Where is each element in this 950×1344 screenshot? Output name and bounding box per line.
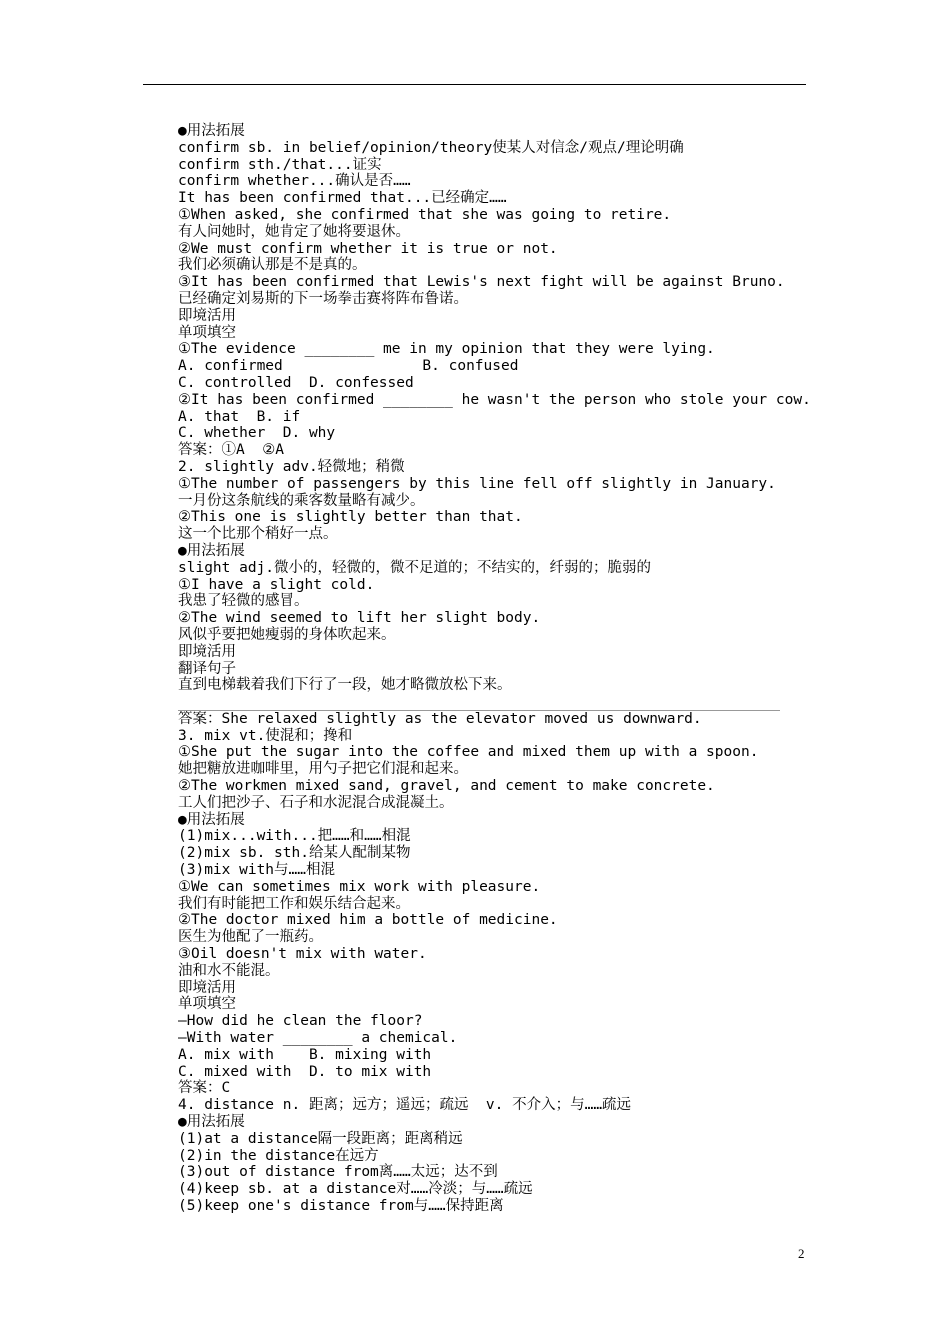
text-line: (4)keep sb. at a distance对……冷淡；与……疏远 <box>178 1181 533 1198</box>
text-line: (3)mix with与……相混 <box>178 862 335 879</box>
text-line: 即境活用 <box>178 979 236 996</box>
text-line: ②This one is slightly better than that. <box>178 509 523 526</box>
document-body <box>178 123 811 1215</box>
text-line: ①She put the sugar into the coffee and mixed them up with a spoon. <box>178 744 759 761</box>
text-line: 我们有时能把工作和娱乐结合起来。 <box>178 895 410 912</box>
text-line: C. mixed with D. to mix with <box>178 1063 432 1080</box>
text-line: A. that B. if <box>178 408 301 425</box>
text-line: ③Oil doesn't mix with water. <box>178 946 427 963</box>
text-line: 答案：C <box>178 1080 231 1097</box>
text-line: ②The workmen mixed sand, gravel, and cement to make concrete. <box>178 778 715 795</box>
text-line: 2. slightly adv.轻微地；稍微 <box>178 458 405 475</box>
text-line: ②The wind seemed to lift her slight body. <box>178 610 541 627</box>
text-line: 3. mix vt.使混和；搀和 <box>178 727 353 744</box>
text-line: ●用法拓展 <box>178 811 245 828</box>
text-line: 我患了轻微的感冒。 <box>178 593 309 610</box>
text-line: ②It has been confirmed ________ he wasn't the person who stole your cow. <box>178 391 811 408</box>
text-line: 她把糖放进咖啡里，用勺子把它们混和起来。 <box>178 761 468 778</box>
text-line: 有人问她时，她肯定了她将要退休。 <box>178 223 410 240</box>
text-line: 这一个比那个稍好一点。 <box>178 526 338 543</box>
answer-underline <box>178 710 780 711</box>
text-line: —With water ________ a chemical. <box>178 1030 458 1047</box>
text-line: (2)mix sb. sth.给某人配制某物 <box>178 845 411 862</box>
text-line: (5)keep one's distance from与……保持距离 <box>178 1198 504 1214</box>
text-line: C. whether D. why <box>178 425 336 442</box>
text-line: ●用法拓展 <box>178 123 245 139</box>
text-line: ①When asked, she confirmed that she was going to retire. <box>178 206 672 223</box>
text-line: A. mix with B. mixing with <box>178 1046 432 1063</box>
text-line: A. confirmed B. confused <box>178 358 519 375</box>
text-line: 一月份这条航线的乘客数量略有减少。 <box>178 492 425 509</box>
page-number: 2 <box>798 1246 805 1261</box>
header-rule <box>143 84 806 85</box>
text-line: 直到电梯载着我们下行了一段，她才略微放松下来。 <box>178 677 512 694</box>
text-line: 已经确定刘易斯的下一场拳击赛将阵布鲁诺。 <box>178 290 468 307</box>
text-line: C. controlled D. confessed <box>178 374 414 391</box>
text-line: It has been confirmed that...已经确定…… <box>178 190 507 207</box>
text-line: 油和水不能混。 <box>178 962 280 979</box>
text-line: ②We must confirm whether it is true or not. <box>178 240 558 257</box>
text-line: ●用法拓展 <box>178 1114 245 1131</box>
text-line: 答案：She relaxed slightly as the elevator moved us downward. <box>178 710 702 727</box>
text-line: confirm sb. in belief/opinion/theory使某人对信念/观点/理论明确 <box>178 139 684 156</box>
text-line: slight adj.微小的，轻微的，微不足道的；不结实的，纤弱的；脆弱的 <box>178 559 652 576</box>
text-line: (1)at a distance隔一段距离；距离稍远 <box>178 1130 463 1147</box>
text-line <box>178 694 798 711</box>
text-line: (3)out of distance from离……太远；达不到 <box>178 1164 498 1181</box>
text-line: ②The doctor mixed him a bottle of medicine. <box>178 912 558 929</box>
text-line: 单项填空 <box>178 324 236 341</box>
text-line: confirm whether...确认是否…… <box>178 173 411 190</box>
text-line: (2)in the distance在远方 <box>178 1147 379 1164</box>
text-line: 即境活用 <box>178 643 236 660</box>
text-line: 即境活用 <box>178 307 236 324</box>
text-line: 我们必须确认那是不是真的。 <box>178 257 367 274</box>
text-line: 4. distance n. 距离；远方；遥远；疏远 v. 不介入；与……疏远 <box>178 1097 632 1114</box>
text-line: ①We can sometimes mix work with pleasure. <box>178 878 541 895</box>
text-line: —How did he clean the floor? <box>178 1013 423 1030</box>
text-line: ③It has been confirmed that Lewis's next fight will be against Bruno. <box>178 274 785 291</box>
text-line: ①The evidence ________ me in my opinion that they were lying. <box>178 341 715 358</box>
text-line: 单项填空 <box>178 996 236 1013</box>
text-line: ①I have a slight cold. <box>178 576 375 593</box>
text-line: ●用法拓展 <box>178 542 245 559</box>
text-line: ①The number of passengers by this line fell off slightly in January. <box>178 475 776 492</box>
text-line: 翻译句子 <box>178 660 236 677</box>
text-line: 答案：①A ②A <box>178 442 284 459</box>
text-line: 医生为他配了一瓶药。 <box>178 929 323 946</box>
text-line: confirm sth./that...证实 <box>178 156 382 173</box>
text-line: 工人们把沙子、石子和水泥混合成混凝土。 <box>178 794 454 811</box>
text-line: 风似乎要把她瘦弱的身体吹起来。 <box>178 626 396 643</box>
text-line: (1)mix...with...把……和……相混 <box>178 828 411 845</box>
